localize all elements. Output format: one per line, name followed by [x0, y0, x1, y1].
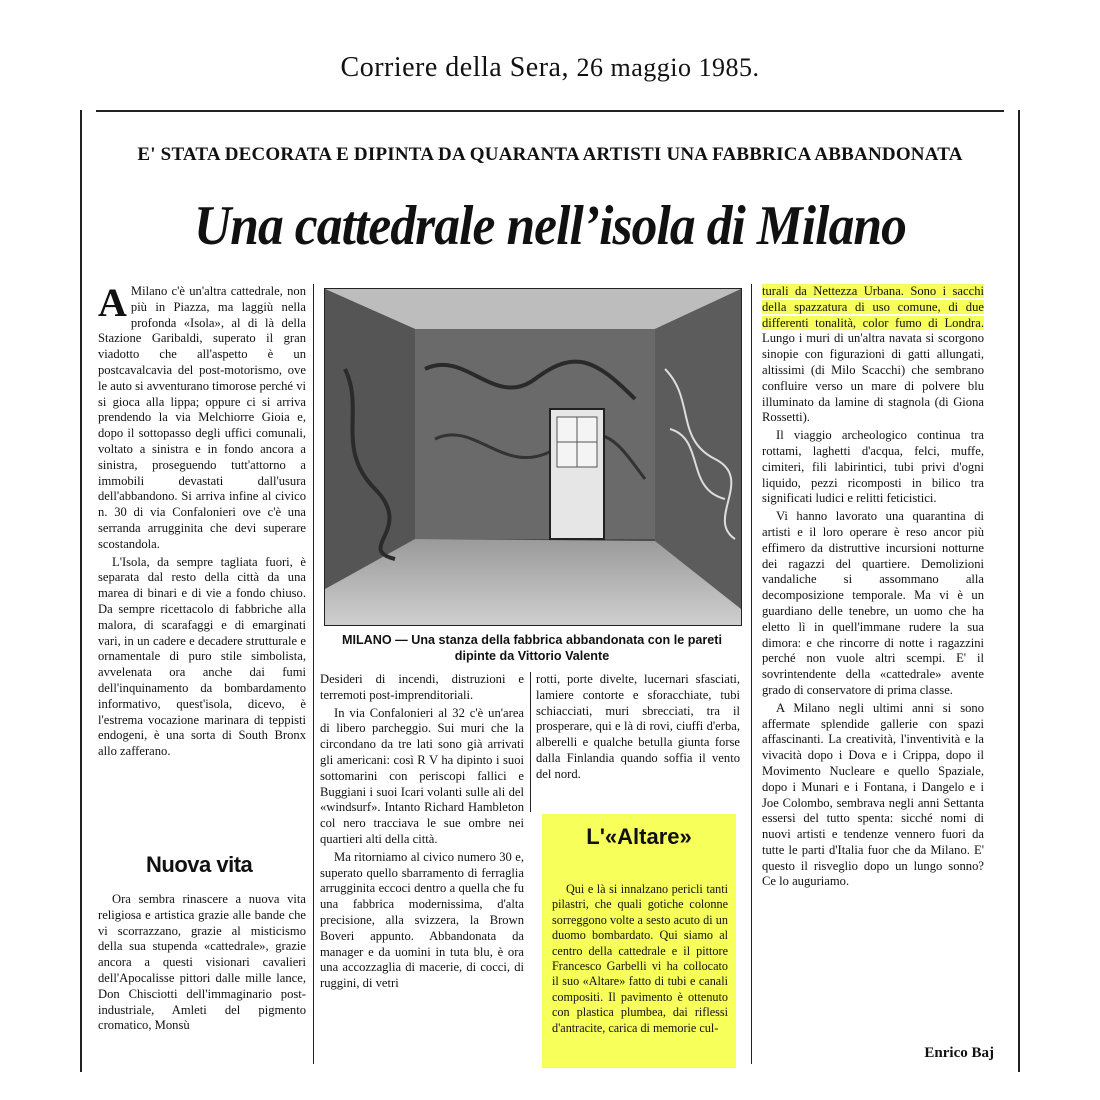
paragraph: Ora sembra rinascere a nuova vita religiosa e artistica grazie alle bande che vi scorrazzano, grazie al misticismo della sua stupenda «cattedrale», grazie ancora a questi visionari cavalieri dell'Apocalisse pittori dalle mille lance, Don Chisciotti dell'immaginario post-industriale, Amleti del pigmento cromatico, Monsù: [98, 892, 306, 1033]
paragraph: In via Confalonieri al 32 c'è un'area di libero parcheggio. Sui muri che la circondano da tre lati sono già arrivati gli americani: così R V ha dipinto i suoi sottomarini con periscopi fallici e Buggiani i suoi Icari volanti sulle ali del «windsurf». Intanto Richard Hambleton col nero tracciava le sue ombre nei quartieri alti della città.: [320, 705, 524, 846]
photo-caption-text: Una stanza della fabbrica abbandonata con le pareti dipinte da Vittorio Valente: [411, 633, 722, 663]
paragraph: Ma ritorniamo al civico numero 30 e, superato quello sbarramento di ferraglia arrugginita eccoci dentro a quella che fu una fabbrica modernissima, d'alta precisione, alla svizzera, la Brown Boveri appunto. Abbandonata da manager e da uomini in tuta blu, è ora una accozzaglia di macerie, di cocci, di ruggini, di vetri: [320, 849, 524, 991]
column-rule: [313, 284, 314, 1064]
source-name: Corriere della Sera,: [340, 52, 569, 83]
paragraph: L'Isola, da sempre tagliata fuori, è separata dal resto della città da una marea di binari e di vie a fondo chiuso. Da sempre ricettacolo di fabbriche alla malora, di scarafaggi e di emarginati vari, in un cadere e decadere strutturale e ornamentale di puro stile simbolista, avvelenata ora anche dai fumi dell'inquinamento da bombardamento informativo, quest'isola, dicevo, è l'estrema vocazione marinara di teppisti endogeni, è una sorta di South Bronx allo zafferano.: [98, 554, 306, 759]
newspaper-clipping: [80, 110, 1020, 1072]
drop-cap: A: [98, 280, 127, 325]
paragraph: Qui e là si innalzano pericli tanti pilastri, che quali gotiche colonne sorreggono volte a sesto acuto di un duomo bombardato. Qui siamo al centro della cattedrale e il pittore Francesco Garbelli vi ha collocato il suo «Altare» fatto di tubi e canali compositi. Il pavimento è ottenuto con plastica plumbea, dai riflessi d'antracite, carica di memorie cul-: [552, 882, 728, 1035]
clipping-body: [96, 110, 1004, 1072]
paragraph: Vi hanno lavorato una quarantina di artisti e il loro operare è reso ancor più effimero da distruttive incursioni notturne dei ragazzi del quartiere. Demolizioni vandaliche si assommano alla decomposizione temporale. Ma vi è un guardiano delle tenebre, un uomo che ha eletto lì in quell'immane rudere la sua dimora: e che rincorre di notte i ragazzini perché non vuole altri scempi. E' il sovrintendente della «cattedrale» avente grado di conservatore di prima classe.: [762, 509, 984, 697]
paragraph-text: Milano c'è un'altra cattedrale, non più in Piazza, ma laggiù nella profonda «Isola», al di là della Stazione Garibaldi, superato il gran viadotto che all'aspetto è un postcavalcavia del post-motorismo, ove le auto si avventurano timorose perché vi si gioca alla lippa; oppure ci si arriva prendendo la via Melchiorre Gioia e, dopo il sottopasso degli uffici comunali, voltato a sinistra e in fondo ancora a sinistra, proseguendo tutt'attorno a immobili devastati dall'usura dell'abbandono. Si arriva infine al civico n. 30 di via Confalonieri ove c'è una serranda arrugginita che devi superare scostandola.: [98, 284, 306, 551]
paragraph: [762, 284, 984, 426]
highlighted-text: turali da Nettezza Urbana. Sono i sacchi della spazzatura di uso comune, di due differenti tonalità, color fumo di Londra.: [762, 284, 984, 330]
paragraph: A Milano negli ultimi anni si sono affermate splendide gallerie con spazi affascinanti. La creatività, l'inventività e la vivacità dopo i Dova e i Crippa, dopo il Movimento Nucleare e quello Spaziale, dopo i Munari e i Fontana, i Dangelo e i Joe Colombo, sembrava negli anni Settanta essersi del tutto spenta: sicché nomi di nuovi artisti e tendenze vennero fuori da tutte le parti d'Italia fuor che da Milano. E' questo il risveglio dopo un lungo sonno? Ce lo auguriamo.: [762, 700, 984, 889]
column-1: [98, 280, 306, 760]
altare-text: [552, 882, 728, 1036]
column-rule: [530, 672, 531, 812]
photo-caption-lead: MILANO —: [342, 633, 412, 647]
author-signature: Enrico Baj: [924, 1045, 994, 1061]
paragraph: [98, 280, 306, 553]
column-2: [320, 672, 524, 992]
paragraph: Desideri di incendi, distruzioni e terremoti post-imprenditoriali.: [320, 672, 524, 702]
photo-caption: [324, 632, 740, 664]
paragraph: rotti, porte divelte, lucernari sfasciati, lamiere contorte e sforacchiate, tubi schiacciati, muri sbrecciati, tra il prosperare, qui e là di rovi, ciuffi d'erba, alberelli e qualche betulla giunta forse dalla Finlandia quando soffia il vento del nord.: [536, 672, 740, 781]
altare-highlight-box: [542, 814, 736, 1068]
article-headline: Una cattedrale nell’isola di Milano: [193, 195, 906, 257]
column-1-continued: [98, 892, 306, 1034]
source-date: 26 maggio 1985.: [576, 53, 760, 82]
article-kicker: E' STATA DECORATA E DIPINTA DA QUARANTA ARTISTI UNA FABBRICA ABBANDONATA: [137, 144, 963, 165]
source-caption: [0, 52, 1100, 84]
photo-room-illustration: [325, 289, 741, 625]
subheading-altare: L'«Altare»: [586, 824, 692, 849]
paragraph: Il viaggio archeologico continua tra rottami, laghetti d'acqua, felci, muffe, cimiteri, fili labirintici, tubi privi d'ogni liquido, pezzi ricomposti in bilico tra significati ludici e relitti feticistici.: [762, 428, 984, 506]
column-rule: [751, 284, 752, 1064]
column-4: [762, 284, 984, 890]
column-3: [536, 672, 740, 783]
paragraph-text: Lungo i muri di un'altra navata si scorgono sinopie con figurazioni di gatti allungati, altissimi (di Milo Scacchi) che sembrano confluire verso un mare di polvere blu illuminato da lamine di stagnola (di Giona Rossetti).: [762, 331, 984, 425]
subheading-nuova-vita: Nuova vita: [146, 852, 253, 877]
article-photo: [324, 288, 742, 626]
